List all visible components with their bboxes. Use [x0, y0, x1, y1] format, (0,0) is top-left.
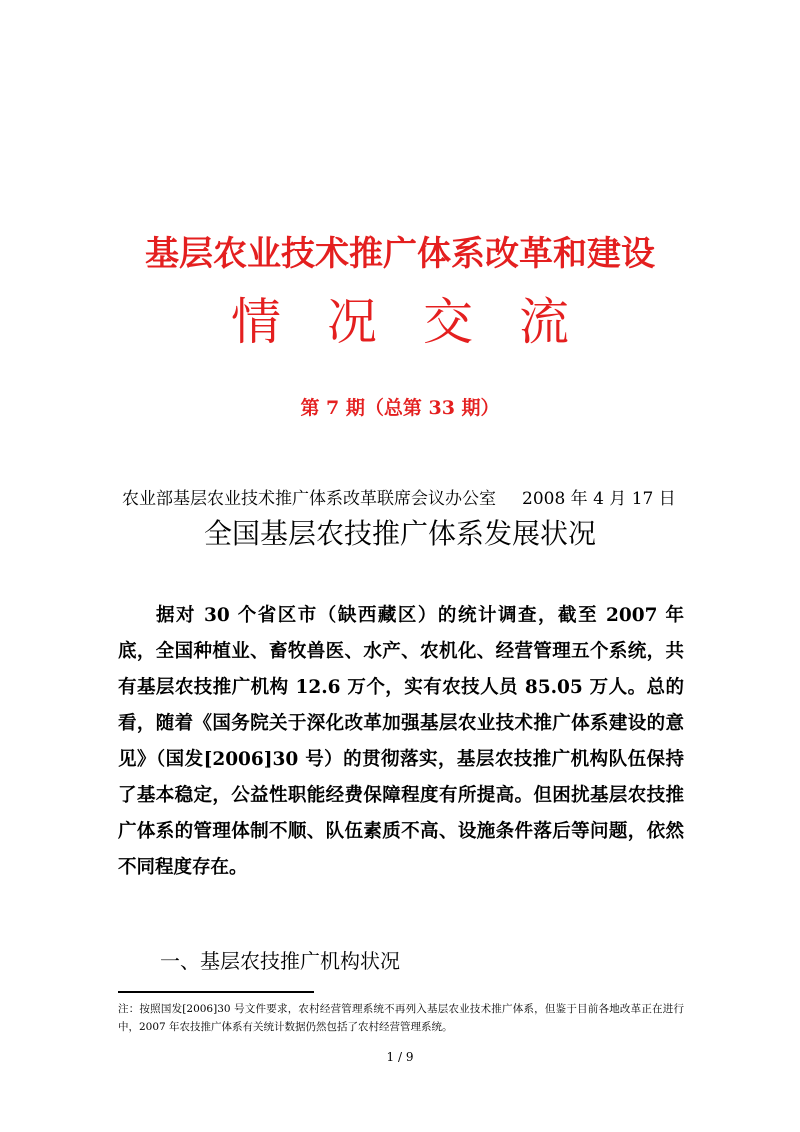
page-number: 1 / 9 — [386, 1050, 414, 1064]
issue-date: 2008 年 4 月 17 日 — [522, 489, 676, 509]
footnote-divider — [118, 991, 314, 993]
issuing-office: 农业部基层农业技术推广体系改革联席会议办公室 — [122, 489, 496, 509]
bulletin-title: 基层农业技术推广体系改革和建设 — [145, 234, 655, 274]
bulletin-subtitle: 情况交流 — [231, 293, 615, 351]
issuer-line — [122, 484, 676, 509]
footnote: 注：按照国发[2006]30 号文件要求，农村经营管理系统不再列入基层农业技术推广体系，但鉴于目前各地改革正在进行中，2007 年农技推广体系有关统计数据仍然包括了农村经营管理系统。 — [118, 1003, 684, 1033]
issue-number: 第 7 期（总第 33 期） — [300, 397, 500, 419]
section-heading: 一、基层农技推广机构状况 — [160, 949, 400, 973]
article-paragraph: 据对 30 个省区市（缺西藏区）的统计调查，截至 2007 年底，全国种植业、畜牧兽医、水产、农机化、经营管理五个系统，共有基层农技推广机构 12.6 万个，实有农技人员 85.05 万人。总的看，随着《国务院关于深化改革加强基层农业技术推广体系建设的意见》（国发[2006]30 号）的贯彻落实，基层农技推广机构队伍保持了基本稳定，公益性职能经费保障程度有所提高。但困扰基层农技推广体系的管理体制不顺、队伍素质不高、设施条件落后等问题，依然不同程度存在。 — [118, 605, 684, 878]
article-heading: 全国基层农技推广体系发展状况 — [203, 517, 596, 550]
